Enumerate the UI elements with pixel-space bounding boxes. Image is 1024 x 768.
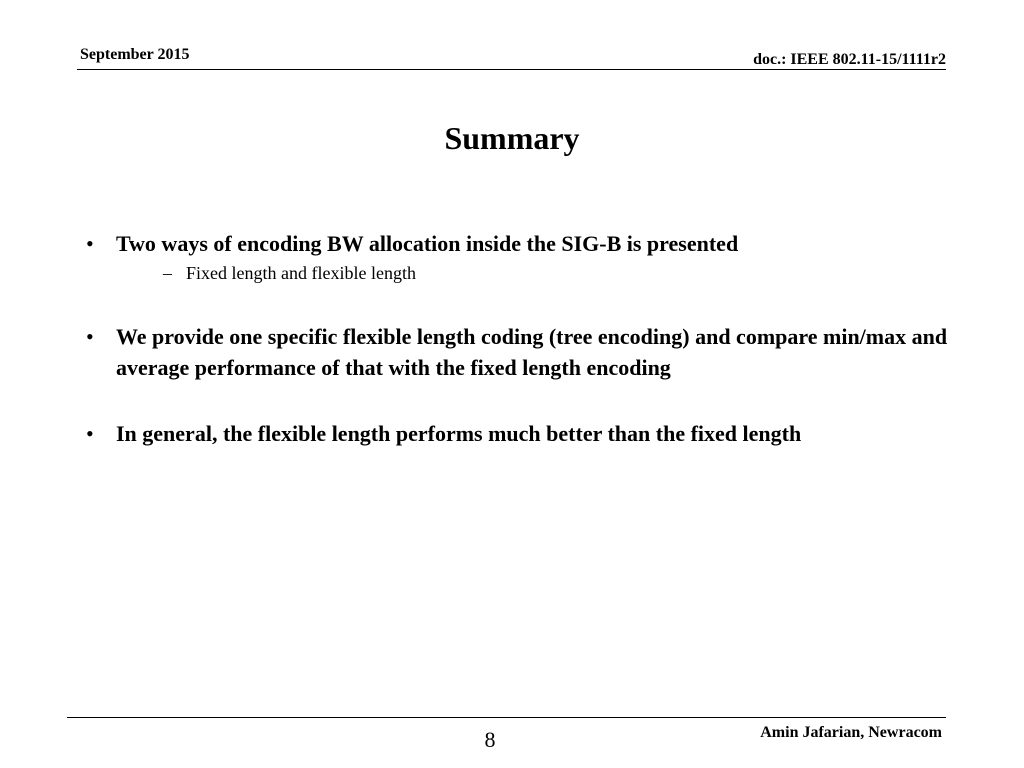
header-date: September 2015 xyxy=(80,46,190,63)
bullet-item xyxy=(80,228,960,285)
sub-bullet-item xyxy=(116,261,960,285)
bullet-item xyxy=(80,418,960,449)
footer-author: Amin Jafarian, Newracom xyxy=(760,724,942,741)
page-number: 8 xyxy=(484,727,496,752)
bullet-item xyxy=(80,321,960,383)
sub-bullet-text: Fixed length and flexible length xyxy=(186,263,416,283)
sub-bullet-marker: – xyxy=(163,263,172,283)
footer-divider xyxy=(67,717,946,718)
bullet-list xyxy=(80,228,960,449)
slide-title: Summary xyxy=(444,120,580,156)
bullet-text: Two ways of encoding BW allocation inside the SIG-B is presented xyxy=(116,231,739,256)
bullet-text: We provide one specific flexible length coding (tree encoding) and compare min/max and average performance of that with the fixed length encoding xyxy=(116,324,948,380)
bullet-text: In general, the flexible length performs much better than the fixed length xyxy=(116,421,802,446)
bullet-marker: • xyxy=(86,324,94,349)
header-divider xyxy=(77,69,946,70)
bullet-marker: • xyxy=(86,231,94,256)
header-doc-id: doc.: IEEE 802.11-15/1111r2 xyxy=(753,51,946,68)
bullet-marker: • xyxy=(86,421,94,446)
